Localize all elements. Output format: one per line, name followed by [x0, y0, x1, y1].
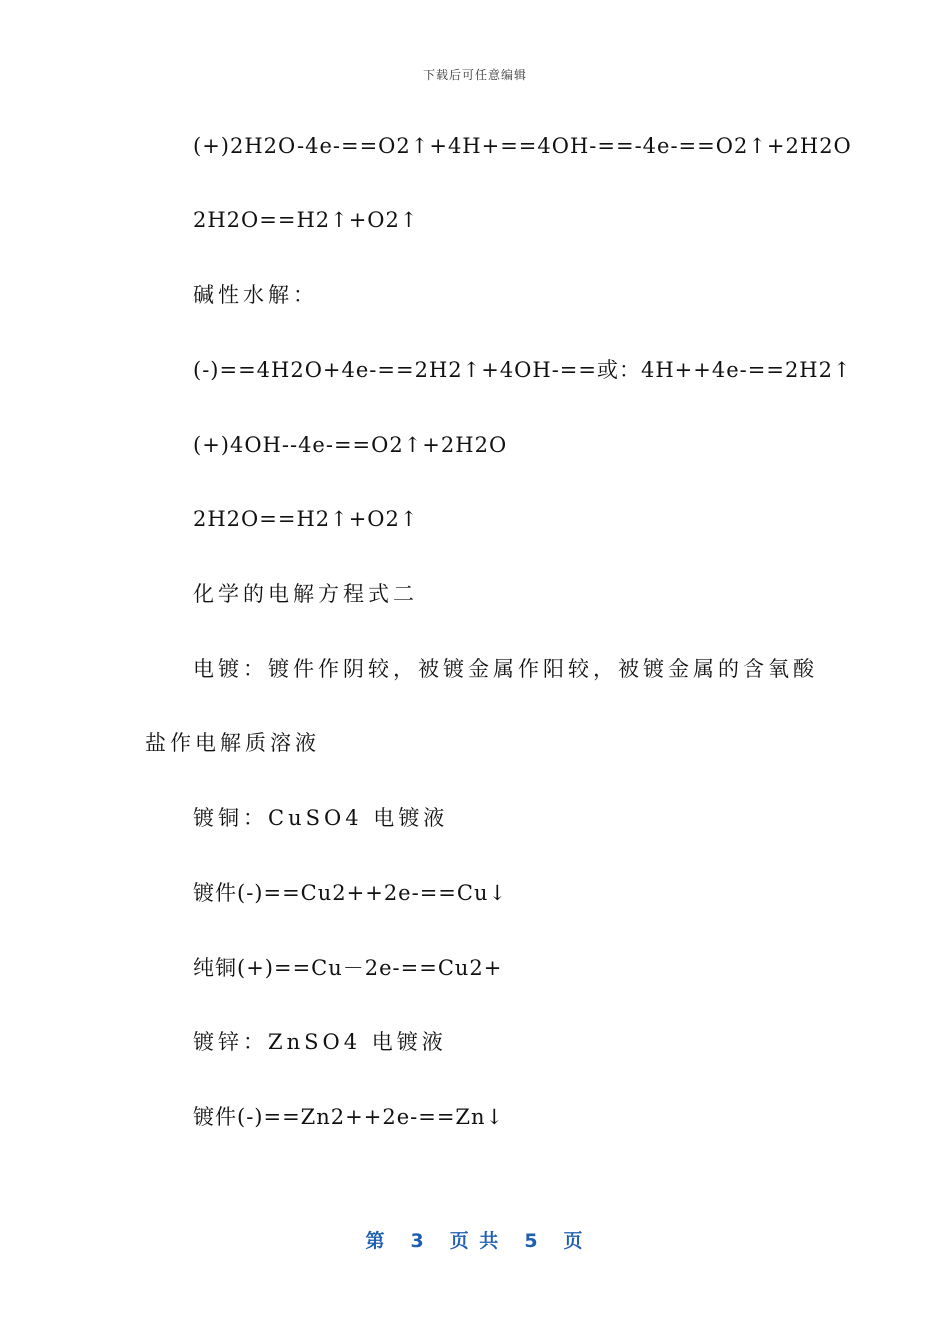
- footer-page-number: 3: [410, 1230, 426, 1252]
- section-label: 镀锌：ZnSO4 电镀液: [193, 1030, 447, 1054]
- equation-line: (+)2H2O-4e-==O2↑+4H+==4OH-==-4e-==O2↑+2H2O: [193, 134, 852, 158]
- paragraph-line: 盐作电解质溶液: [145, 731, 320, 755]
- footer-ye-gong: 页 共: [449, 1230, 501, 1252]
- section-label: 碱性水解：: [193, 283, 318, 307]
- page-header: 下载后可任意编辑: [422, 68, 527, 82]
- footer-total-pages: 5: [524, 1230, 540, 1252]
- equation-line: (+)4OH--4e-==O2↑+2H2O: [193, 433, 508, 457]
- footer-di: 第: [365, 1230, 387, 1252]
- section-label: 镀铜：CuSO4 电镀液: [193, 806, 449, 830]
- section-heading: 化学的电解方程式二: [193, 582, 418, 606]
- page-footer: [0, 1226, 950, 1253]
- paragraph-line: 电镀：镀件作阴较，被镀金属作阳较，被镀金属的含氧酸: [193, 657, 818, 681]
- equation-line: 纯铜(+)==Cu－2e-==Cu2+: [193, 956, 503, 980]
- equation-line: 2H2O==H2↑+O2↑: [193, 208, 419, 232]
- equation-line: 镀件(-)==Zn2++2e-==Zn↓: [193, 1105, 505, 1129]
- footer-ye: 页: [563, 1230, 585, 1252]
- equation-line: (-)==4H2O+4e-==2H2↑+4OH-==或：4H++4e-==2H2↑: [193, 358, 852, 382]
- equation-line: 2H2O==H2↑+O2↑: [193, 507, 419, 531]
- equation-line: 镀件(-)==Cu2++2e-==Cu↓: [193, 881, 508, 905]
